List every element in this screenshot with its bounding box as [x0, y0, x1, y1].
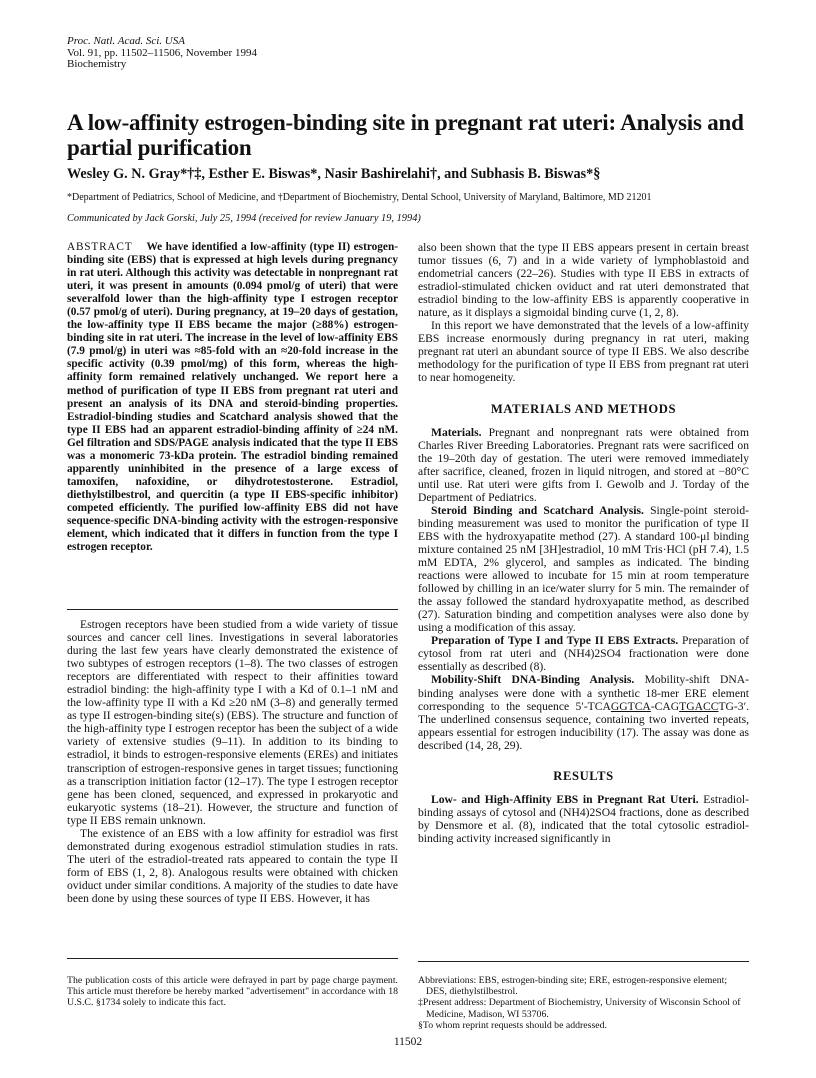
consensus-sequence: TGACC [679, 699, 719, 713]
prep-title: Preparation of Type I and Type II EBS Extracts. [431, 634, 679, 648]
results-paragraph [418, 793, 749, 845]
affiliations: *Department of Pediatrics, School of Medicine, and †Department of Biochemistry, Dental School, University of Maryland, Baltimore, MD 21201 [67, 192, 652, 203]
materials-paragraph [418, 426, 749, 504]
paper-title: A low-affinity estrogen-binding site in pregnant rat uteri: Analysis and partial purification [67, 110, 744, 160]
results-text: Estradiol-binding assays of cytosol and (NH4)2SO4 fractions, done as described by Densmore et al. (8), indicated that the total cytosolic estradiol-binding activity increased significantly in [418, 792, 749, 845]
steroid-title: Steroid Binding and Scatchard Analysis. [431, 503, 644, 517]
mobility-paragraph [418, 673, 749, 751]
right-column [418, 241, 749, 845]
right-footnote-rule [418, 961, 749, 962]
body-paragraph: also been shown that the type II EBS appears present in certain breast tumor tissues (6, 7) and in a wide variety of lymphoblastoid and endometrial cancers (22–26). Studies with type II EBS in extracts of estradiol-stimulated chicken oviduct and rat uteri demonstrated that estradiol binding to the low-affinity EBS is apparently cooperative in nature, as it displays a sigmoidal binding curve (1, 2, 8). [418, 241, 749, 320]
abstract-text: We have identified a low-affinity (type II) estrogen-binding site (EBS) that is expressed at high levels during pregnancy in rat uteri. Although this activity was detectable in nonpregnant rat uteri, it was present in amounts (0.094 pmol/g of uteri) that were severalfold lower than the high-affinity type I estrogen receptor (0.57 pmol/g of uteri). During pregnancy, at 19–20 days of gestation, the low-affinity type II EBS became the major (≥88%) estrogen-binding site in rat uteri. The increase in the level of low-affinity EBS (7.9 pmol/g) in uteri was ≈85-fold with an ≈20-fold increase in the specific activity (0.39 pmol/mg) of this form, whereas the high-affinity form remained relatively unchanged. We report here a method of purification of type II EBS from pregnant rat uteri and present an analysis of its DNA and steroid-binding properties. Estradiol-binding studies and Scatchard analysis showed that the type II EBS had an apparent estradiol-binding affinity of ≥24 nM. Gel filtration and SDS/PAGE analysis indicated that the type II EBS was a monomeric 73-kDa protein. The estradiol binding remained apparently uninhibited in the presence of a large excess of tamoxifen, nafoxidine, or dihydrotestosterone. Estradiol, diethylstilbestrol, and quercitin (a type II EBS-specific inhibitor) competed efficiently. The purified low-affinity EBS did not have sequence-specific DNA-binding activity with the estrogen-responsive element, which indicated that it differs in function from the type I estrogen receptor. [67, 241, 398, 554]
intro-paragraph: The existence of an EBS with a low affinity for estradiol was first demonstrated during exogenous estradiol stimulation studies in rats. The uteri of the estradiol-treated rats appeared to contain the type II form of EBS (1, 2, 8). Analogous results were obtained with chicken oviduct under similar conditions. A majority of the studies to date have been done by using these sources of type II EBS. However, it has [67, 826, 398, 905]
present-address-note: ‡Present address: Department of Biochemistry, University of Wisconsin School of Medicine, Madison, WI 53706. [418, 997, 741, 1020]
steroid-paragraph [418, 504, 749, 634]
abstract-label: ABSTRACT [67, 241, 133, 253]
results-heading: RESULTS [553, 768, 614, 783]
materials-title: Materials. [431, 425, 482, 439]
author-list: Wesley G. N. Gray*†‡, Esther E. Biswas*, Nasir Bashirelahi†, and Subhasis B. Biswas*§ [67, 166, 601, 182]
consensus-sequence: GGTCA [610, 699, 651, 713]
publication-charge-note: The publication costs of this article were defrayed in part by page charge payment. This article must therefore be hereby marked "advertisement" in accordance with 18 U.S.C. §1734 solely to indicate this fact. [67, 975, 398, 1009]
communicated-line: Communicated by Jack Gorski, July 25, 1994 (received for review January 19, 1994) [67, 213, 421, 224]
mobility-text: TG-3′. The underlined consensus sequence, containing two inverted repeats, appears essential for estrogen inducibility (17). The assay was done as described (14, 28, 29). [418, 699, 749, 752]
reprint-note: §To whom reprint requests should be addressed. [418, 1019, 607, 1031]
journal-header [67, 36, 257, 71]
body-paragraph: In this report we have demonstrated that the levels of a low-affinity EBS increase enormously during pregnancy in rat uteri, making pregnant rat uteri an abundant source of type II EBS. We also describe methodology for the purification of type II EBS from pregnant rat uteri to near homogeneity. [418, 319, 749, 385]
introduction [67, 618, 398, 905]
footnotes [418, 975, 749, 1031]
mobility-title: Mobility-Shift DNA-Binding Analysis. [431, 673, 635, 687]
intro-paragraph: Estrogen receptors have been studied from a wide variety of tissue sources and cancer cell lines. Investigations in several laboratories during the last few years have clearly demonstrated the existence of two subtypes of estrogen receptors (1–8). The two classes of estrogen receptors are differentiated with respect to their affinities toward estradiol binding: the high-affinity type I with a Kd of 0.1–1 nM and the low-affinity type II with a Kd ≥20 nM (3–8) and generally termed as type II estrogen-binding site(s) (EBS). The structure and function of the high-affinity type I estrogen receptor has been the subject of a wide variety of extensive studies (9–11). In addition to its binding to estradiol, it binds to estrogen-responsive elements (EREs) and initiates transcription of estrogen-responsive genes in target tissues; functioning as a transcription initiation factor (12–17). The type I estrogen receptor gene has been cloned, sequenced, and expressed in prokaryotic and eukaryotic systems (18–21). However, the structure and function of type II EBS remain unknown. [67, 618, 398, 827]
journal-section: Biochemistry [67, 58, 127, 70]
journal-name: Proc. Natl. Acad. Sci. USA [67, 35, 185, 47]
methods-heading: MATERIALS AND METHODS [490, 401, 677, 416]
prep-paragraph [418, 634, 749, 673]
abstract [67, 241, 398, 554]
mobility-text: Mobility-shift DNA-binding analyses were done with a synthetic 18-mer ERE element corresponding to the sequence 5′-TCA [418, 673, 749, 713]
abstract-divider [67, 609, 398, 610]
materials-text: Pregnant and nonpregnant rats were obtained from Charles River Breeding Laboratories. Pregnant rats were sacrificed on the 19–20th day of gestation. The uteri were removed immediately after sacrifice, cleaned, frozen in liquid nitrogen, and stored at −80°C until use. Rat uteri were gifts from I. Gewolb and J. Torday of the Department of Pediatrics. [418, 425, 749, 504]
prep-text: Preparation of cytosol from rat uteri and (NH4)2SO4 fractionation were done essentially as described (8). [418, 634, 749, 674]
results-title: Low- and High-Affinity EBS in Pregnant Rat Uteri. [431, 792, 699, 806]
page-number: 11502 [393, 1036, 423, 1048]
left-footnote-rule [67, 958, 398, 959]
journal-volume: Vol. 91, pp. 11502–11506, November 1994 [67, 46, 257, 59]
steroid-text: Single-point steroid-binding measurement was used to monitor the purification of type II EBS with the hydroxyapatite method (27). A standard 100-μl binding mixture contained 25 nM [3H]estradiol, 10 mM Tris·HCl (pH 7.4), 1.5 mM EDTA, 2% glycerol, and samples as indicated. The binding reactions were allowed to incubate for 15 min at room temperature followed by chilling in an ice/water slurry for 5 min. The remainder of the assay followed the standard hydroxyapatite method, as described (27). Saturation binding and competition analyses were also done by using a modification of this assay. [418, 503, 749, 635]
abbreviations-note: Abbreviations: EBS, estrogen-binding site; ERE, estrogen-responsive element; DES, diethylstilbestrol. [418, 975, 728, 998]
mobility-text: -CAG [650, 699, 680, 713]
